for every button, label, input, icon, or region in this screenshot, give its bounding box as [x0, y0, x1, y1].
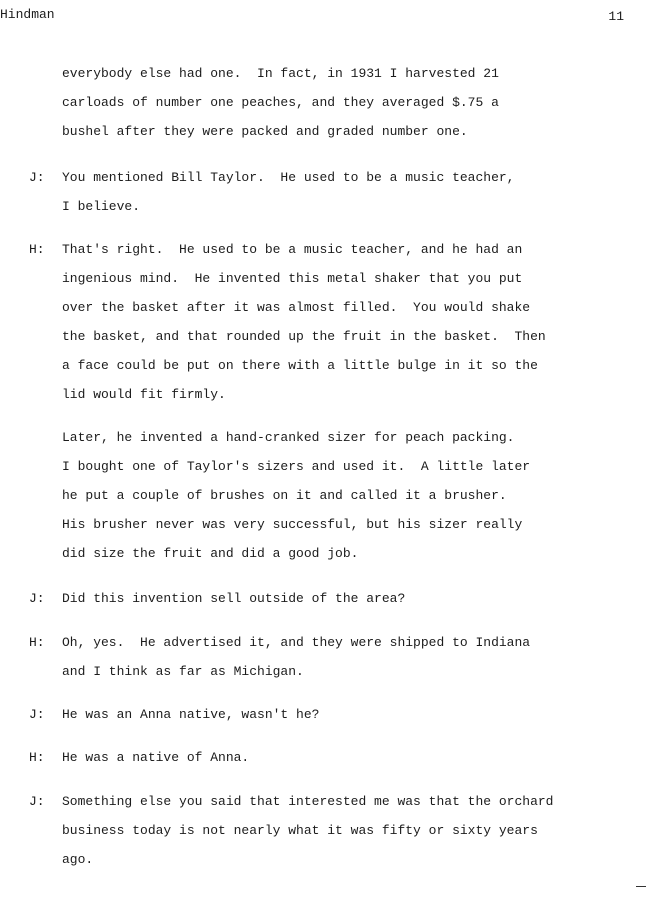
transcript-line: That's right. He used to be a music teacher, and he had an: [62, 242, 523, 257]
scan-edge-mark: [636, 886, 646, 887]
transcript-line: did size the fruit and did a good job.: [62, 546, 359, 561]
transcript-line: everybody else had one. In fact, in 1931 I harvested 21: [62, 66, 499, 81]
transcript-line: and I think as far as Michigan.: [62, 664, 304, 679]
speaker-label: H:: [29, 750, 45, 765]
transcript-line: ago.: [62, 852, 94, 867]
transcript-line: carloads of number one peaches, and they averaged $.75 a: [62, 95, 499, 110]
speaker-label: J:: [29, 591, 45, 606]
speaker-label: J:: [29, 794, 45, 809]
transcript-line: He was a native of Anna.: [62, 750, 250, 765]
page-number: 11: [608, 9, 624, 24]
transcript-line: He was an Anna native, wasn't he?: [62, 707, 320, 722]
transcript-line: I believe.: [62, 199, 141, 214]
transcript-line: You mentioned Bill Taylor. He used to be a music teacher,: [62, 170, 515, 185]
speaker-label: H:: [29, 242, 45, 257]
transcript-line: he put a couple of brushes on it and called it a brusher.: [62, 488, 507, 503]
speaker-label: J:: [29, 707, 45, 722]
transcript-line: a face could be put on there with a little bulge in it so the: [62, 358, 538, 373]
speaker-label: J:: [29, 170, 45, 185]
transcript-line: Later, he invented a hand-cranked sizer for peach packing.: [62, 430, 515, 445]
transcript-line: bushel after they were packed and graded number one.: [62, 124, 468, 139]
transcript-line: over the basket after it was almost filled. You would shake: [62, 300, 531, 315]
transcript-line: Did this invention sell outside of the area?: [62, 591, 406, 606]
transcript-line: the basket, and that rounded up the fruit in the basket. Then: [62, 329, 546, 344]
transcript-line: lid would fit firmly.: [62, 387, 226, 402]
speaker-label: H:: [29, 635, 45, 650]
transcript-line: ingenious mind. He invented this metal shaker that you put: [62, 271, 523, 286]
transcript-line: business today is not nearly what it was fifty or sixty years: [62, 823, 538, 838]
header-name: Hindman: [0, 7, 55, 22]
transcript-line: Oh, yes. He advertised it, and they were shipped to Indiana: [62, 635, 531, 650]
transcript-line: His brusher never was very successful, but his sizer really: [62, 517, 523, 532]
transcript-line: I bought one of Taylor's sizers and used it. A little later: [62, 459, 531, 474]
transcript-line: Something else you said that interested me was that the orchard: [62, 794, 554, 809]
